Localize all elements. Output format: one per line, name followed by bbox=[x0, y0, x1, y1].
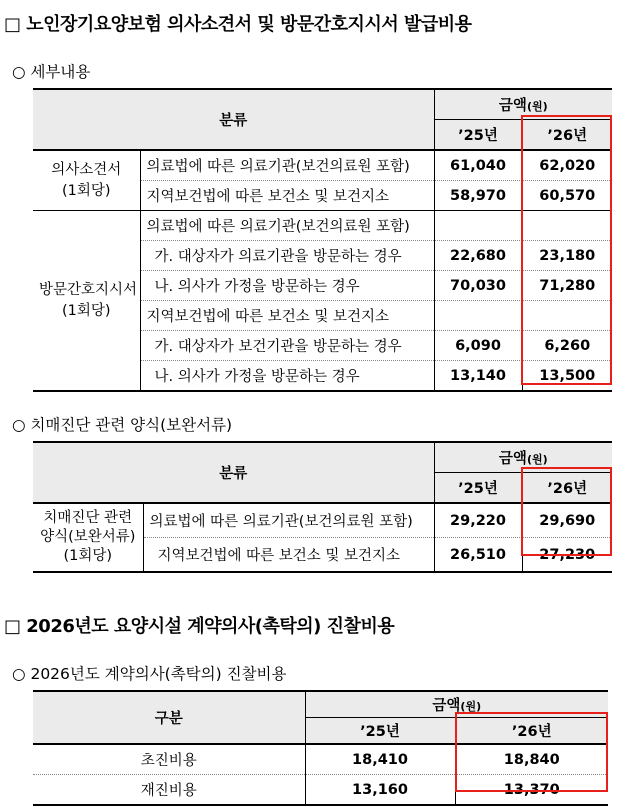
header-2025: ’25년 bbox=[434, 473, 522, 504]
row-label: 의료법에 따른 의료기관(보건의료원 포함) bbox=[140, 211, 434, 241]
row-label: 초진비용 bbox=[33, 744, 305, 775]
row-label: 의료법에 따른 의료기관(보건의료원 포함) bbox=[140, 150, 434, 181]
section2-sub-title: ○ 2026년도 계약의사(촉탁의) 진찰비용 bbox=[12, 665, 287, 683]
row-label: 가. 대상자가 보건기관을 방문하는 경우 bbox=[140, 331, 434, 361]
header-category: 분류 bbox=[33, 89, 434, 150]
value-2025: 70,030 bbox=[434, 271, 522, 301]
row-label: 의료법에 따른 의료기관(보건의료원 포함) bbox=[143, 503, 434, 538]
value-2025: 61,040 bbox=[434, 150, 522, 181]
header-amount: 금액(원) bbox=[434, 442, 612, 473]
value-2025 bbox=[434, 301, 522, 331]
row-label: 재진비용 bbox=[33, 775, 305, 806]
highlight-2026-column bbox=[521, 467, 612, 556]
header-2026: ’26년 bbox=[522, 473, 612, 504]
value-2026: 29,690 bbox=[539, 512, 596, 529]
value-2025: 58,970 bbox=[434, 181, 522, 211]
row-label: 지역보건법에 따른 보건소 및 보건지소 bbox=[143, 538, 434, 573]
header-2025: ’25년 bbox=[305, 718, 455, 745]
value-2025: 6,090 bbox=[434, 331, 522, 361]
row-label: 나. 의사가 가정을 방문하는 경우 bbox=[140, 361, 434, 392]
section2-title: □ 2026년도 요양시설 계약의사(촉탁의) 진찰비용 bbox=[4, 616, 395, 637]
value-2025: 29,220 bbox=[434, 503, 522, 538]
value-2026: 13,370 bbox=[503, 781, 560, 798]
highlight-2026-column bbox=[521, 115, 612, 385]
value-2026: 71,280 bbox=[539, 277, 596, 294]
header-amount: 금액(원) bbox=[305, 691, 608, 718]
sub1-title: ○ 세부내용 bbox=[12, 63, 91, 81]
header-category: 분류 bbox=[33, 442, 434, 503]
value-2025: 13,140 bbox=[434, 361, 522, 392]
header-2026: ’26년 bbox=[455, 718, 608, 745]
value-2026: 13,500 bbox=[539, 367, 596, 384]
row-label: 나. 의사가 가정을 방문하는 경우 bbox=[140, 271, 434, 301]
value-2025: 26,510 bbox=[434, 538, 522, 573]
group-visiting-nursing: 방문간호지시서 (1회당) bbox=[33, 211, 140, 392]
section1-title: □ 노인장기요양보험 의사소견서 및 방문간호지시서 발급비용 bbox=[4, 14, 472, 35]
highlight-2026-column bbox=[455, 712, 608, 792]
value-2026: 27,230 bbox=[539, 546, 596, 563]
value-2026: 60,570 bbox=[539, 187, 596, 204]
value-2025: 13,160 bbox=[305, 775, 455, 806]
header-2025: ’25년 bbox=[434, 120, 522, 151]
value-2025: 18,410 bbox=[305, 744, 455, 775]
row-label: 지역보건법에 따른 보건소 및 보건지소 bbox=[140, 301, 434, 331]
value-2025: 22,680 bbox=[434, 241, 522, 271]
row-label: 가. 대상자가 의료기관을 방문하는 경우 bbox=[140, 241, 434, 271]
row-label: 지역보건법에 따른 보건소 및 보건지소 bbox=[140, 181, 434, 211]
value-2026: 62,020 bbox=[539, 157, 596, 174]
header-amount: 금액(원) bbox=[434, 89, 612, 120]
value-2026: 23,180 bbox=[539, 247, 596, 264]
value-2025 bbox=[434, 211, 522, 241]
header-category: 구분 bbox=[33, 691, 305, 744]
value-2026: 18,840 bbox=[503, 751, 560, 768]
value-2026: 6,260 bbox=[544, 337, 591, 354]
group-doctor-opinion: 의사소견서 (1회당) bbox=[33, 150, 140, 211]
sub2-title: ○ 치매진단 관련 양식(보완서류) bbox=[12, 416, 233, 434]
group-dementia-form: 치매진단 관련 양식(보완서류) (1회당) bbox=[33, 503, 143, 572]
header-2026: ’26년 bbox=[522, 120, 612, 151]
